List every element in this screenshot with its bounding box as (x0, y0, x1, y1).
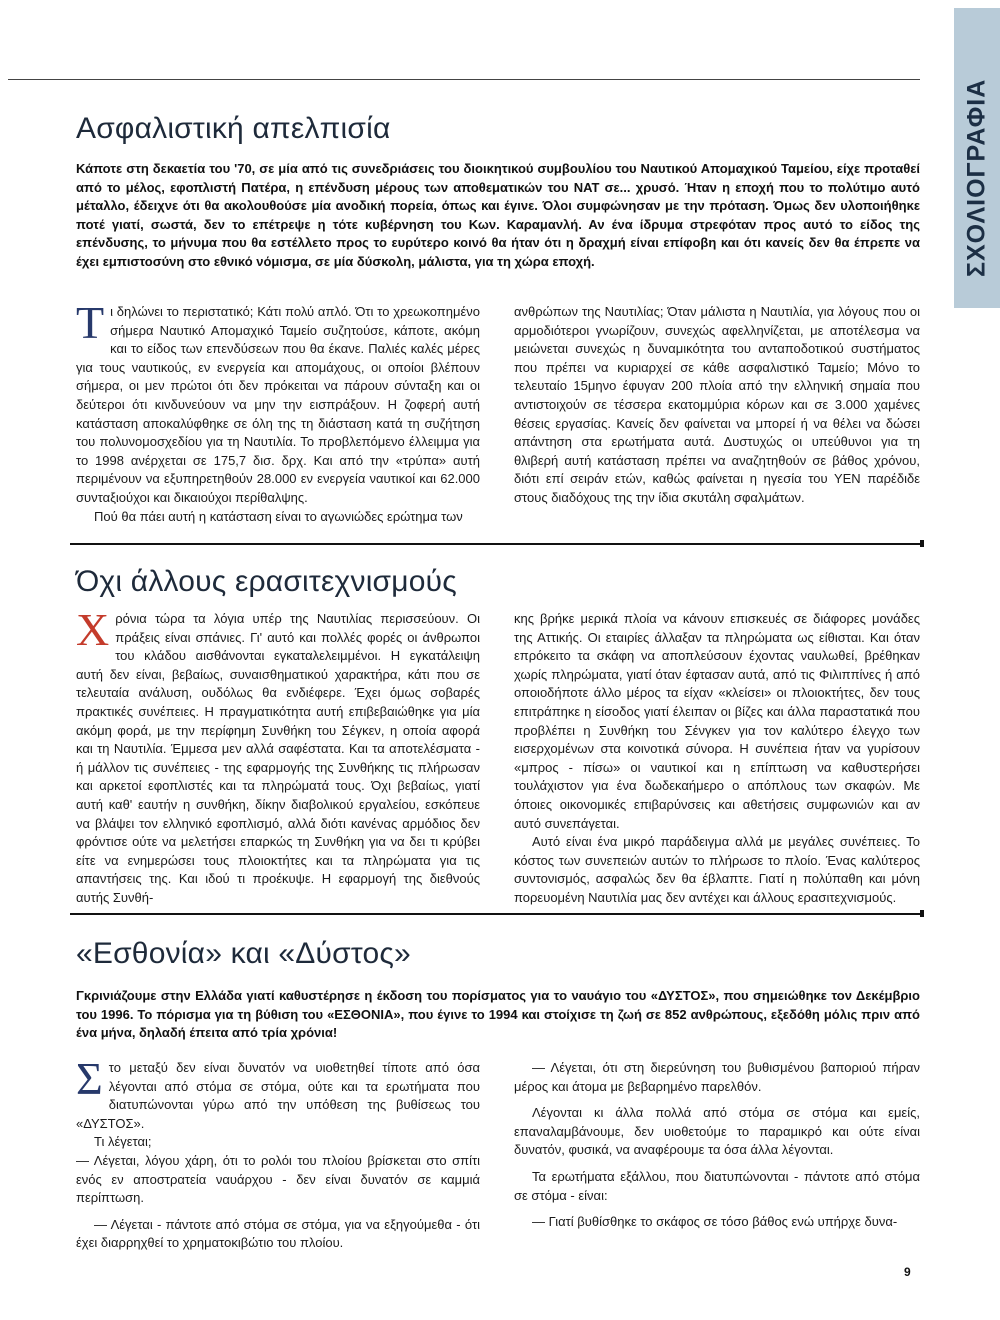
article2-text: ρόνια τώρα τα λόγια υπέρ της Ναυτιλίας περισσεύουν. Οι πράξεις είναι σπάνιες. Γι' αυτό και πολλές φορές οι άνθρωποι του κλάδου αισθάνονται εγκαταλελειμμένοι. Η εγκατάλειψη αυτή δεν είναι, βεβαίως, συναισθηματικού χαρακτήρα, κάτι που σε τελευταία ανάλυση, ουδόλως θα ενδιέφερε. Έχει όμως σοβαρές πρακτικές συνέπειες. Η πραγματικότητα αυτή επιβεβαιώθηκε για μία ακόμη φορά, με την περίφημη Συνθήκη του Σέγκεν, η οποία αφορά και τη Ναυτιλία. Έμμεσα μεν αλλά σαφέστατα. Και τα αποτελέσματα - ή μάλλον τις συνέπειες - της εφαρμογής της Συνθήκης τις πλήρωσαν και αρκετοί εφοπλιστές και τα πληρώματά τους. Όχι βεβαίως, γιατί αυτή καθ' εαυτήν η συνθήκη, δίκην διαβολικού εργαλείου, εσκόπευε να βλάψει τον ελληνικό εφοπλισμό, αλλά διότι κανένας αρμόδιος δεν φρόντισε ούτε να μελετήσει επαρκώς τη Συνθήκη για να δει τι κρύβει είτε να ενημερώσει τους πλοιοκτήτες και τα πληρώματα για τις απαντήσεις της. Και ιδού τι προέκυψε. Η εφαρμογή της διεθνούς αυτής Συνθή- (76, 611, 480, 905)
article3-paragraph (76, 1053, 480, 1133)
article3-right-column (514, 1059, 920, 1232)
section-tab-label: ΣΧΟΛΙΟΓΡΑΦΙΑ (962, 78, 991, 278)
article1-left-column (76, 297, 480, 526)
article3-paragraph: — Γιατί βυθίσθηκε το σκάφος σε τόσο βάθος ενώ υπήρχε δυνα- (532, 1214, 898, 1230)
article1-paragraph: ανθρώπων της Ναυτιλίας; Όταν μάλιστα η Ναυτιλία, για λόγους που οι αρμοδιότεροι γνωρίζουν, συνεχώς αφελληνίζεται, με αποτέλεσμα να μειώνεται συνεχώς η δυναμικότητα του ανταποδοτικού συστήματος που πρέπει να κυριαρχεί σε κάθε ασφαλιστικό Ταμείο; Μόνο το τελευταίο 15μηνο έφυγαν 200 πλοία από την ελληνική σημαία που αντιστοιχούν σε τέσσερα εκατομμύρια κόρων και σε 3.000 χαμένες θέσεις εργασίας. Κανείς δεν φαίνεται να μπορεί ή να θέλει να δώσει απάντηση στα ερωτήματα αυτά. Δυστυχώς οι υπεύθυνοι για τη θλιβερή αυτή κατάσταση πρέπει να αναζητηθούν σε βάθος χρόνου, διότι επί σειράν ετών, καθώς φαίνεται η ηγεσία του ΥΕΝ παρέδιδε στους διαδόχους της την ίδια σκυτάλη σφαλμάτων. (514, 304, 920, 505)
section-divider (70, 543, 920, 545)
article2-paragraph: Αυτό είναι ένα μικρό παράδειγμα αλλά με μεγάλες συνέπειες. Το κόστος των συνεπειών αυτών το πλήρωσε το πλοίο. Ένας καλύτερος συντονισμός, ασφαλώς δεν θα έβλαπτε. Γιατί η πολύπαθη και μόνη πορευομένη Ναυτιλία μας δεν αντέχει και άλλους ερασιτεχνισμούς. (514, 834, 920, 905)
article3-paragraph: Τα ερωτήματα εξάλλου, που διατυπώνονται - πάντοτε από στόμα σε στόμα - είναι: (514, 1168, 920, 1203)
article2-paragraph: κης βρήκε μερικά πλοία να κάνουν επισκευές σε διάφορες μονάδες της Αττικής. Οι εταιρίες άλλαξαν τα πληρώματα ως είθισται. Και όταν επρόκειτο τα σκάφη να αποπλεύσουν έχοντας ναυλωθεί, βρέθηκαν χωρίς πληρώματα, γιατί όταν έφτασαν αυτά, από τις Φιλιππίνες ή από οποιοδήποτε άλλο μέρος τα είχαν «κλείσει» οι πλοιοκτήτες, δεν τους επιτράπηκε η είσοδος γιατί έλειπαν οι βίζες και άλλα παραστατικά που προβλέπει η Συνθήκη του Σένγκεν για τον καλύτερο έλεγχο των εισερχομένων στα κοινοτικά σύνορα. Η συνέπεια ήταν να γυρίσουν «μπρος - πίσω» οι ναυτικοί και η επίπτωση να καθυστερήσει τουλάχιστον για ένα δωδεκαήμερο ο απόπλους των σκαφών. Με όποιες οικονομικές επιβαρύνσεις και αθετήσεις συμφωνιών και αν αυτό συνεπάγεται. (514, 611, 920, 831)
article1-title: Ασφαλιστική απελπισία (76, 112, 391, 145)
article3-paragraph: — Λέγεται, λόγου χάρη, ότι το ρολόι του πλοίου βρίσκεται στο σπίτι ενός εν αποστρατεία ναυάρχου - δεν είναι δυνατόν σε καμμιά περίπτωση. (76, 1152, 480, 1206)
article2-left-column (76, 604, 480, 908)
article3-lead: Γκρινιάζουμε στην Ελλάδα γιατί καθυστέρησε η έκδοση του πορίσματος για το ναυάγιο του «ΔΥΣΤΟΣ», που σημειώθηκε τον Δεκέμβριο του 1996. Το πόρισμα για τη βύθιση του «ΕΣΘΟΝΙΑ», που έγινε το 1994 και στοίχισε τη ζωή σε 852 ανθρώπους, εξεδόθη μόλις πριν από ένα μήνα, δηλαδή έπειτα από τρία χρόνια! (76, 988, 920, 1040)
article2-right-column (514, 610, 920, 908)
article1-text: ι δηλώνει το περιστατικό; Κάτι πολύ απλό. Ότι το χρεωκοπημένο σήμερα Ναυτικό Απομαχικό Ταμείο συζητούσε, κάποτε, ακόμη και το είδος των επενδύσεων που θα έκανε. Παλιές καλές μέρες για τους ναυτικούς, εν ενεργεία και απομάχους, οι οποίοι βλέπουν σήμερα, οι μεν πρώτοι ότι δεν πρόκειται να πάρουν σύνταξη και οι δεύτεροι ότι κινδυνεύουν να μην την εισπράξουν. Η ζοφερή αυτή κατάσταση αποκαλύφθηκε σε όλη της τη διάσταση κατά τη συζήτηση του πολυνομοσχεδίου για τη Ναυτιλία. Το προβλεπόμενο έλλειμμα για το 1998 ανέρχεται σε 175,7 δισ. δρχ. Και από την «τρύπα» αυτή περιμένουν να εξυπηρετηθούν 28.000 εν ενεργεία ναυτικοί και 62.000 συνταξιούχοι και δικαιούχοι περίθαλψης. (76, 304, 480, 505)
article1-paragraph (76, 297, 480, 508)
article3-paragraph: — Λέγεται, ότι στη διερεύνηση του βυθισμένου βαποριού πήραν μέρος και άτομα με βεβαρημένο παρελθόν. (514, 1060, 920, 1094)
article3-paragraph: Τι λέγεται; (94, 1134, 152, 1150)
article3-text: το μεταξύ δεν είναι δυνατόν να υιοθετηθεί τίποτε από όσα λέγονται από στόμα σε στόμα, ούτε και τα ερωτήματα που διατυπώνονται γύρω από την υπόθεση της βυθίσεως του «ΔΥΣΤΟΣ». (76, 1060, 480, 1131)
article3-left-column (76, 1053, 480, 1253)
section-divider (70, 913, 920, 915)
article3-title: «Εσθονία» και «Δύστος» (76, 937, 411, 970)
article3-dropcap: Σ (76, 1053, 103, 1104)
article2-paragraph (76, 604, 480, 908)
top-rule (8, 79, 920, 80)
section-tab (954, 8, 1000, 308)
article1-dropcap: Τ (76, 297, 105, 348)
page-number: 9 (904, 1265, 911, 1279)
article3-paragraph: Λέγονται κι άλλα πολλά από στόμα σε στόμα και εμείς, επαναλαμβάνουμε, δεν υιοθετούμε το παραμικρό και ούτε είναι δυνατόν, φυσικά, να αναφέρουμε τα όσα άλλα λέγονται. (514, 1105, 920, 1158)
article2-dropcap: Χ (76, 604, 110, 655)
article2-title: Όχι άλλους ερασιτεχνισμούς (76, 565, 457, 598)
article3-paragraph: — Λέγεται - πάντοτε από στόμα σε στόμα, για να εξηγούμεθα - ότι έχει διαρρηχθεί το χρηματοκιβώτιο του πλοίου. (76, 1216, 480, 1251)
article1-right-column (514, 303, 920, 508)
article1-paragraph: Πού θα πάει αυτή η κατάσταση είναι το αγωνιώδες ερώτημα των (94, 508, 463, 524)
article1-lead: Κάποτε στη δεκαετία του '70, σε μία από τις συνεδριάσεις του διοικητικού συμβουλίου του Ναυτικού Απομαχικού Ταμείου, είχε προταθεί από το μέλος, εφοπλιστή Πατέρα, η επένδυση μέρους των αποθεματικών του ΝΑΤ σε... χρυσό. Ήταν η εποχή που το πολύτιμο αυτό μέταλλο, έδειχνε ότι θα ακολουθούσε μία ανοδική πορεία, όπως και έγινε. Όλοι συμφώνησαν με την πρόταση. Όμως δεν υλοποιήθηκε ποτέ γιατί, σωστά, δεν το επέτρεψε η τότε κυβέρνηση του Κων. Καραμανλή. Αν ένα ίδρυμα στρεφόταν προς αυτό το είδος της επένδυσης, το μήνυμα που θα εστέλλετο προς το ευρύτερο κοινό θα ήταν ότι η δραχμή είναι επίφοβη και ότι κανείς δεν θα έπρεπε να έχει εμπιστοσύνη στο εθνικό νόμισμα, σε μία δύσκολη, μάλιστα, για τη χώρα εποχή. (76, 161, 920, 269)
